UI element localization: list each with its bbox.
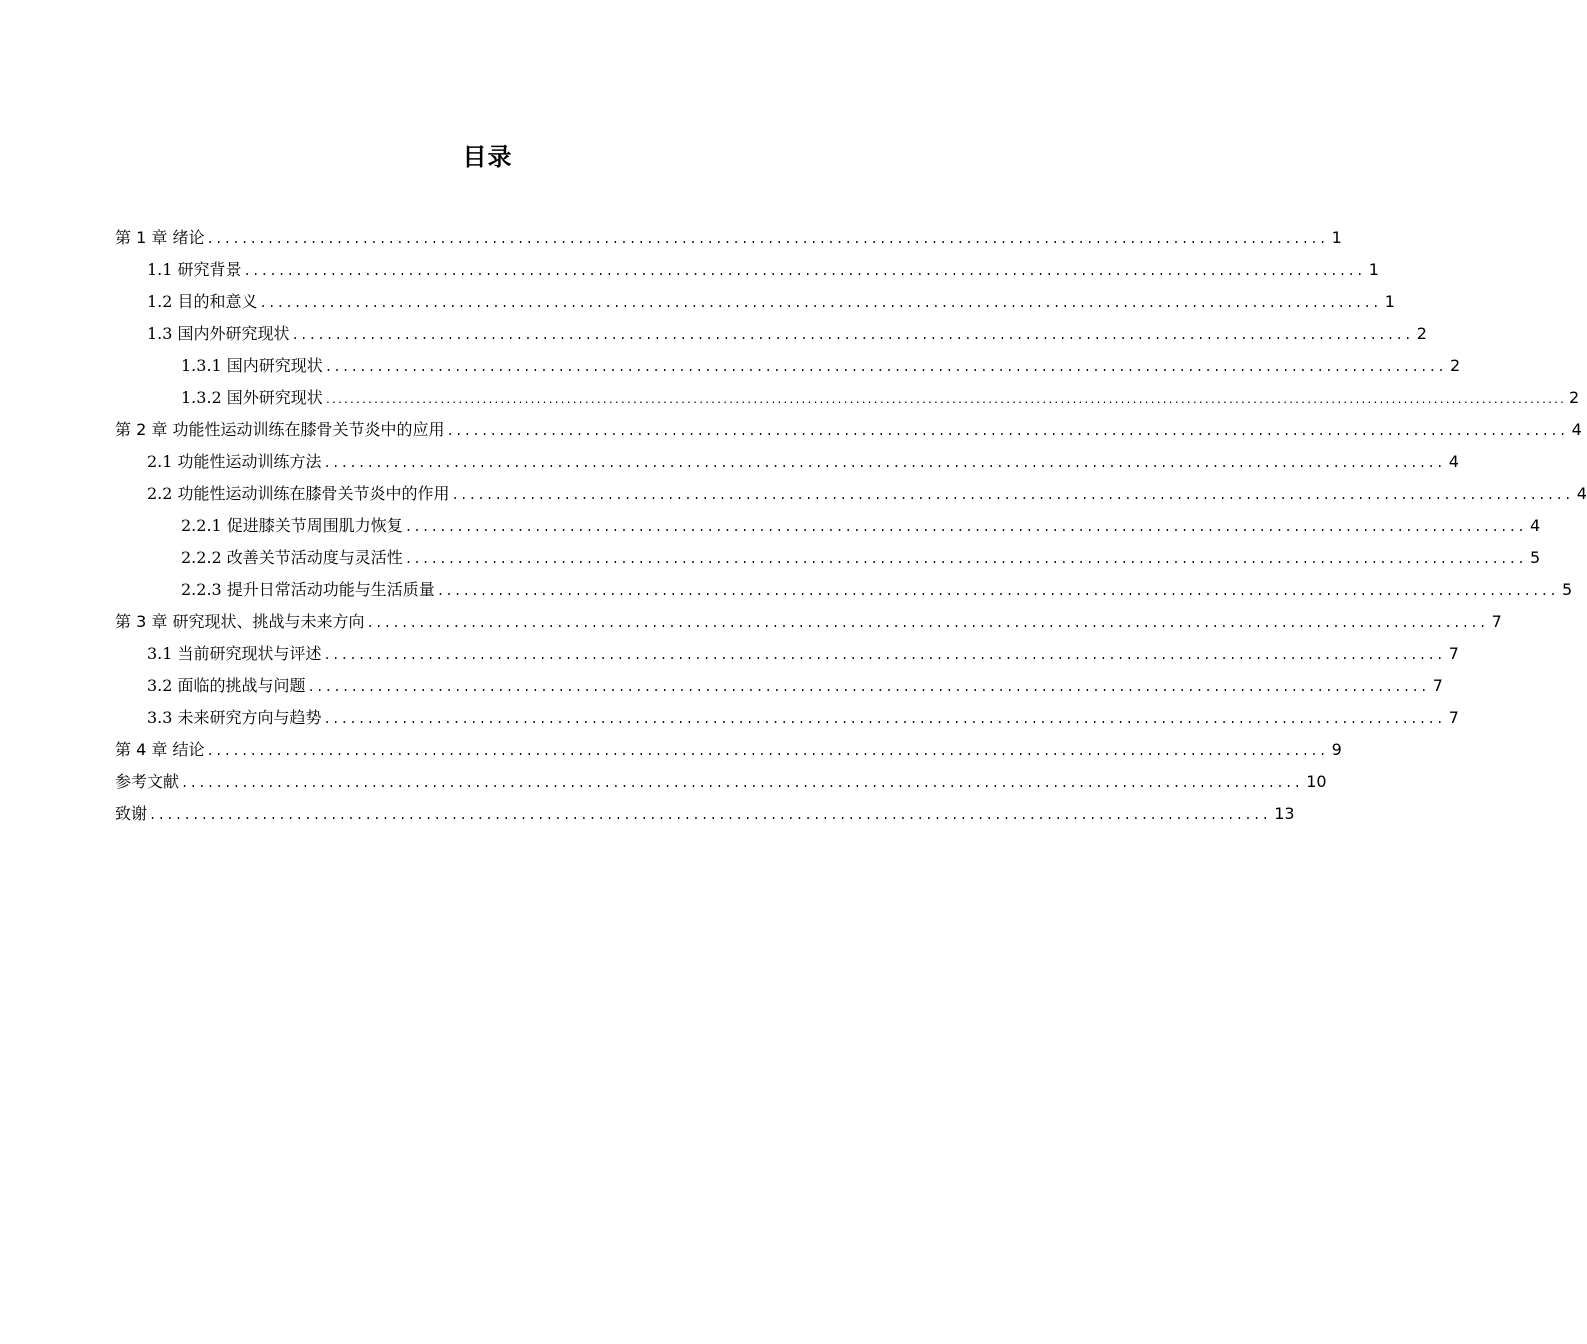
toc-entry-page-number: 2	[1416, 324, 1427, 343]
toc-entry-section-1-3-2[interactable]	[115, 382, 1580, 414]
dot-leader: ..................................................................................................................................	[404, 552, 1527, 566]
toc-entry-section-2-2-3[interactable]	[115, 574, 1573, 606]
toc-entry-page-number: 4	[1576, 484, 1587, 503]
dot-leader: ..................................................................................................................................	[323, 456, 1445, 470]
toc-entry-section-1-1[interactable]	[115, 254, 1379, 286]
toc-entry-page-number: 5	[1530, 548, 1541, 567]
toc-entry-label: 第 3 章 研究现状、挑战与未来方向	[115, 612, 365, 631]
toc-entry-label: 1.1 研究背景	[147, 260, 242, 279]
toc-entry-page-number: 2	[1450, 356, 1461, 375]
toc-entry-section-2-2-1[interactable]	[115, 510, 1541, 542]
toc-entry-section-1-2[interactable]	[115, 286, 1395, 318]
dot-leader: ..................................................................................................................................	[259, 296, 1381, 310]
dot-leader: ..................................................................................................................................	[291, 328, 1413, 342]
dot-leader: ..............................................................................................................................................................................................................	[324, 395, 1566, 406]
toc-entry-label: 2.1 功能性运动训练方法	[147, 452, 322, 471]
toc-entry-page-number: 4	[1530, 516, 1541, 535]
toc-entry-acknowledgements[interactable]	[115, 798, 1295, 830]
toc-entry-page-number: 4	[1448, 452, 1459, 471]
dot-leader: ..................................................................................................................................	[451, 488, 1573, 502]
toc-entry-section-3-2[interactable]	[115, 670, 1443, 702]
toc-entry-section-1-3[interactable]	[115, 318, 1427, 350]
toc-entry-label: 3.1 当前研究现状与评述	[147, 644, 322, 663]
toc-entry-page-number: 13	[1274, 804, 1295, 823]
dot-leader: ..................................................................................................................................	[307, 680, 1429, 694]
table-of-contents	[115, 222, 1587, 830]
toc-entry-label: 第 1 章 绪论	[115, 228, 205, 247]
toc-entry-page-number: 7	[1448, 644, 1459, 663]
toc-entry-label: 3.3 未来研究方向与趋势	[147, 708, 322, 727]
toc-entry-chapter-1[interactable]	[115, 222, 1342, 254]
toc-entry-page-number: 5	[1562, 580, 1573, 599]
toc-entry-page-number: 10	[1306, 772, 1327, 791]
toc-entry-page-number: 1	[1368, 260, 1379, 279]
toc-entry-label: 2.2 功能性运动训练在膝骨关节炎中的作用	[147, 484, 450, 503]
toc-entry-references[interactable]	[115, 766, 1327, 798]
toc-entry-page-number: 7	[1491, 612, 1502, 631]
dot-leader: ..................................................................................................................................	[149, 808, 1271, 822]
toc-entry-section-1-3-1[interactable]	[115, 350, 1461, 382]
toc-entry-section-3-1[interactable]	[115, 638, 1459, 670]
toc-entry-section-2-2-2[interactable]	[115, 542, 1541, 574]
toc-entry-chapter-2[interactable]	[115, 414, 1582, 446]
toc-entry-label: 1.3.1 国内研究现状	[181, 356, 323, 375]
toc-entry-label: 第 2 章 功能性运动训练在膝骨关节炎中的应用	[115, 420, 445, 439]
toc-entry-page-number: 1	[1384, 292, 1395, 311]
toc-entry-chapter-3[interactable]	[115, 606, 1502, 638]
toc-entry-label: 1.2 目的和意义	[147, 292, 258, 311]
dot-leader: ..................................................................................................................................	[181, 776, 1303, 790]
toc-title: 目录	[462, 143, 513, 171]
toc-entry-chapter-4[interactable]	[115, 734, 1342, 766]
toc-entry-section-3-3[interactable]	[115, 702, 1459, 734]
dot-leader: ..................................................................................................................................	[404, 520, 1527, 534]
toc-entry-page-number: 7	[1432, 676, 1443, 695]
toc-entry-label: 2.2.1 促进膝关节周围肌力恢复	[181, 516, 403, 535]
toc-entry-page-number: 1	[1331, 228, 1342, 247]
dot-leader: ..................................................................................................................................	[243, 264, 1365, 278]
toc-entry-section-2-2[interactable]	[115, 478, 1587, 510]
dot-leader: ..................................................................................................................................	[324, 360, 1447, 374]
toc-entry-label: 2.2.3 提升日常活动功能与生活质量	[181, 580, 435, 599]
toc-entry-label: 致谢	[115, 804, 148, 823]
toc-entry-label: 1.3 国内外研究现状	[147, 324, 290, 343]
dot-leader: ..................................................................................................................................	[206, 744, 1328, 758]
toc-entry-page-number: 4	[1571, 420, 1582, 439]
dot-leader: ..................................................................................................................................	[366, 616, 1488, 630]
dot-leader: ..................................................................................................................................	[323, 648, 1445, 662]
toc-entry-label: 3.2 面临的挑战与问题	[147, 676, 306, 695]
toc-entry-section-2-1[interactable]	[115, 446, 1459, 478]
toc-entry-page-number: 7	[1448, 708, 1459, 727]
dot-leader: ..................................................................................................................................	[436, 584, 1559, 598]
toc-entry-label: 2.2.2 改善关节活动度与灵活性	[181, 548, 403, 567]
toc-entry-label: 参考文献	[115, 772, 180, 791]
toc-entry-page-number: 2	[1569, 388, 1580, 407]
toc-entry-label: 第 4 章 结论	[115, 740, 205, 759]
toc-entry-page-number: 9	[1331, 740, 1342, 759]
toc-entry-label: 1.3.2 国外研究现状	[181, 388, 323, 407]
dot-leader: ..................................................................................................................................	[323, 712, 1445, 726]
dot-leader: ..................................................................................................................................	[206, 232, 1328, 246]
dot-leader: ..................................................................................................................................	[446, 424, 1568, 438]
